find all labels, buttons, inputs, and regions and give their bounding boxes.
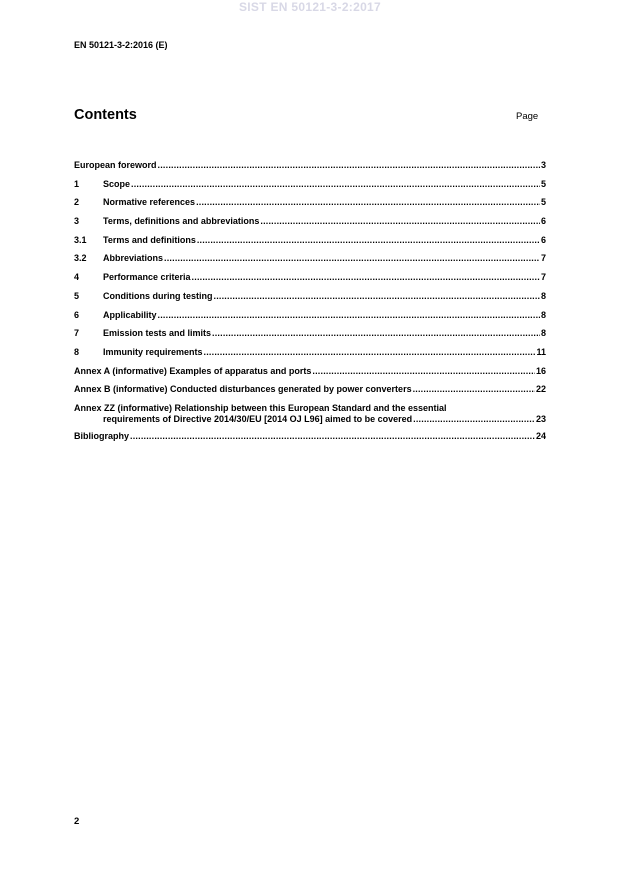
toc-entry-number: 5 <box>74 290 80 301</box>
toc-entry-title: Scope <box>103 178 131 189</box>
toc-entry-page: 23 <box>535 413 546 424</box>
toc-entry-page: 8 <box>540 309 546 320</box>
toc-entry-page: 5 <box>540 197 546 208</box>
toc-leader-dots <box>192 272 540 283</box>
toc-entry-page: 7 <box>540 253 546 264</box>
page-number: 2 <box>74 816 80 827</box>
toc-entry-title: Annex B (informative) Conducted disturbances generated by power converters <box>74 384 412 395</box>
toc-entry-title: Normative references <box>103 197 196 208</box>
toc-leader-dots <box>204 347 536 358</box>
toc-entry-page: 8 <box>540 290 546 301</box>
toc-leader-dots <box>130 431 535 442</box>
toc-entry-number: 1 <box>74 178 80 189</box>
contents-title: Contents <box>74 107 137 123</box>
toc-entry-page: 16 <box>535 365 546 376</box>
toc-entry-page: 7 <box>540 272 546 283</box>
toc-leader-dots <box>214 291 540 302</box>
toc-leader-dots <box>196 197 540 208</box>
toc-leader-dots <box>164 253 540 264</box>
toc-leader-dots <box>197 235 540 246</box>
document-id: EN 50121-3-2:2016 (E) <box>74 40 168 50</box>
toc-entry-title: Immunity requirements <box>103 346 203 357</box>
toc-leader-dots <box>158 310 540 321</box>
toc-entry-title: European foreword <box>74 160 157 170</box>
toc-entry-number: 2 <box>74 197 80 208</box>
toc-entry-number: 3 <box>74 216 80 227</box>
toc-entry-page: 22 <box>535 384 546 395</box>
toc-entry-scope[interactable] <box>74 179 546 198</box>
toc-entry-abbreviations[interactable] <box>74 253 546 272</box>
toc-entry-title: Annex A (informative) Examples of apparatus and ports <box>74 365 312 376</box>
toc-entry-page: 6 <box>540 216 546 227</box>
toc-entry-conditions-during-testing[interactable] <box>74 291 546 310</box>
toc-entry-normative-references[interactable] <box>74 197 546 216</box>
table-of-contents <box>74 160 546 450</box>
toc-entry-page: 11 <box>536 346 546 357</box>
toc-entry-title: Performance criteria <box>103 272 191 283</box>
toc-entry-title-line1: Annex ZZ (informative) Relationship between this European Standard and the essential <box>74 402 447 413</box>
toc-entry-number: 3.2 <box>74 253 87 264</box>
toc-entry-title: Bibliography <box>74 430 130 441</box>
toc-leader-dots <box>312 366 535 377</box>
toc-leader-dots <box>260 216 540 227</box>
toc-leader-dots <box>131 179 540 190</box>
toc-entry-bibliography[interactable] <box>74 431 546 450</box>
toc-leader-dots <box>413 384 535 395</box>
toc-entry-applicability[interactable] <box>74 310 546 329</box>
toc-entry-european-foreword[interactable] <box>74 160 546 179</box>
toc-entry-page: 6 <box>540 234 546 245</box>
toc-entry-number: 8 <box>74 346 80 357</box>
toc-entry-page: 24 <box>535 430 546 441</box>
toc-entry-terms-definitions-abbreviations[interactable] <box>74 216 546 235</box>
watermark: SIST EN 50121-3-2:2017 <box>238 0 381 14</box>
toc-entry-page: 8 <box>540 328 546 339</box>
toc-entry-annex-b[interactable] <box>74 384 546 403</box>
toc-entry-page: 3 <box>540 160 546 170</box>
toc-entry-number: 3.1 <box>74 234 87 245</box>
toc-entry-immunity-requirements[interactable] <box>74 347 546 366</box>
toc-entry-annex-a[interactable] <box>74 366 546 385</box>
toc-entry-performance-criteria[interactable] <box>74 272 546 291</box>
toc-entry-annex-zz[interactable] <box>74 403 546 425</box>
toc-entry-title: Terms, definitions and abbreviations <box>103 216 260 227</box>
toc-entry-terms-and-definitions[interactable] <box>74 235 546 254</box>
toc-entry-title: Abbreviations <box>103 253 164 264</box>
toc-entry-number: 7 <box>74 328 80 339</box>
toc-entry-title: Terms and definitions <box>103 234 196 245</box>
toc-entry-number: 4 <box>74 272 80 283</box>
page-column-label: Page <box>516 111 539 122</box>
toc-entry-title-line2: requirements of Directive 2014/30/EU [2014 OJ L96] aimed to be covered <box>103 413 413 424</box>
toc-entry-title: Conditions during testing <box>103 290 213 301</box>
toc-entry-emission-tests-and-limits[interactable] <box>74 328 546 347</box>
toc-entry-title: Applicability <box>103 309 157 320</box>
toc-entry-title: Emission tests and limits <box>103 328 212 339</box>
toc-entry-page: 5 <box>540 178 546 189</box>
toc-leader-dots <box>413 414 535 425</box>
toc-entry-number: 6 <box>74 309 80 320</box>
toc-leader-dots <box>212 328 540 339</box>
toc-leader-dots <box>158 160 540 171</box>
